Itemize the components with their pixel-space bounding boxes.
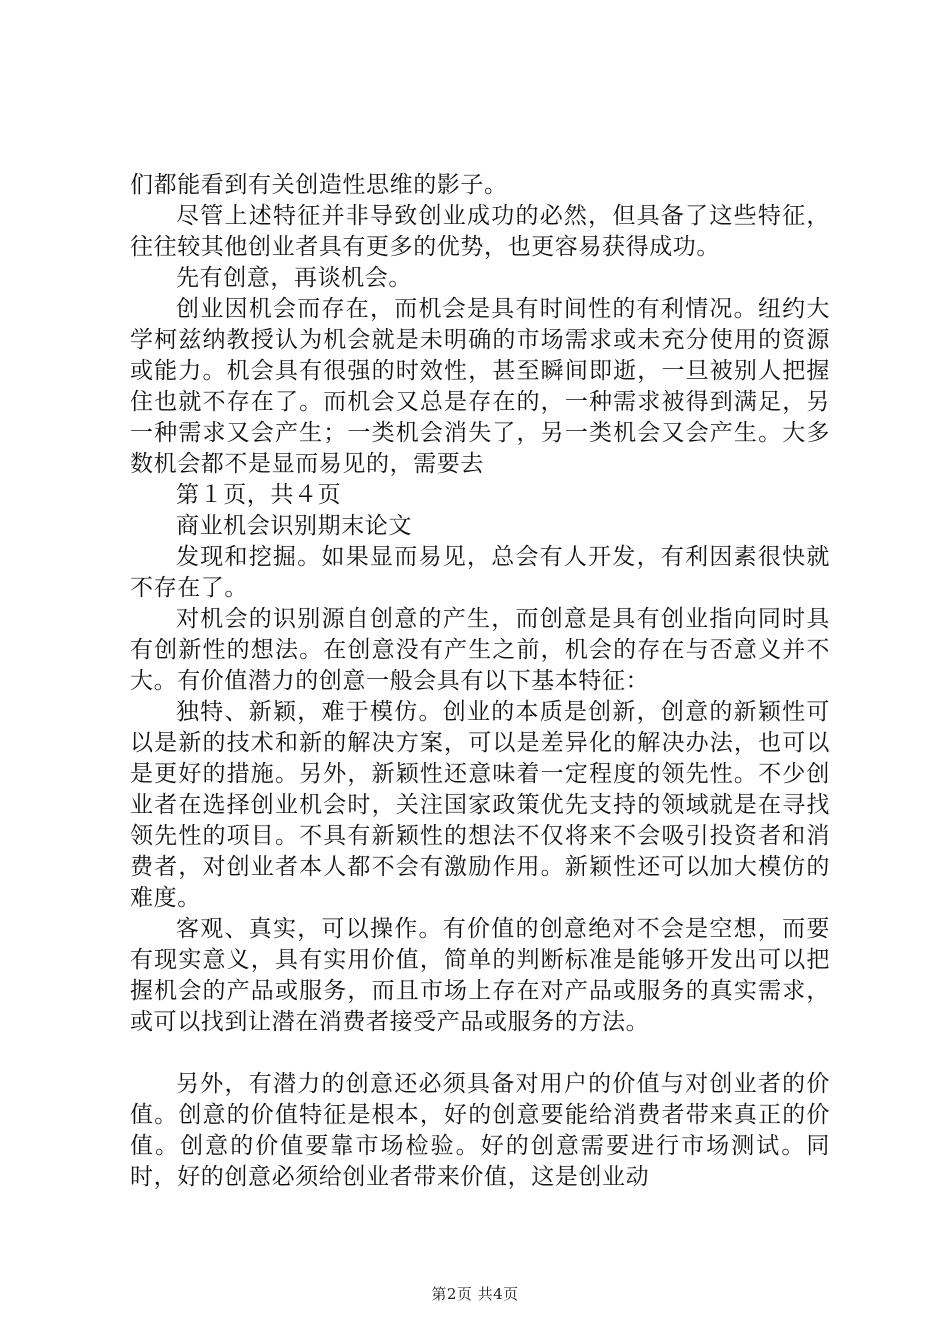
paragraph: 发现和挖掘。如果显而易见，总会有人开发，有利因素很快就不存在了。 [130,544,830,601]
paragraph: 独特、新颖，难于模仿。创业的本质是创新，创意的新颖性可以是新的技术和新的解决方案，可以是差异化的解决办法，也可以是更好的措施。另外，新颖性还意味着一定程度的领先性。不少创业者在选择创业机会时，关注国家政策优先支持的领域就是在寻找领先性的项目。不具有新颖性的想法不仅将来不会吸引投资者和消费者，对创业者本人都不会有激励作用。新颖性还可以加大模仿的难度。 [130,699,830,911]
paragraph: 们都能看到有关创造性思维的影子。 [130,172,508,198]
paragraph: 先有创意，再谈机会。 [176,265,412,291]
paragraph: 创业因机会而存在，而机会是具有时间性的有利情况。纽约大学柯兹纳教授认为机会就是未明确的市场需求或未充分使用的资源或能力。机会具有很强的时效性，甚至瞬间即逝，一旦被别人把握住也就不存在了。而机会又总是存在的，一种需求被得到满足，另一种需求又会产生；一类机会消失了，另一类机会又会产生。大多数机会都不是显而易见的，需要去 [130,296,830,477]
paragraph: 对机会的识别源自创意的产生，而创意是具有创业指向同时具有创新性的想法。在创意没有产生之前，机会的存在与否意义并不大。有价值潜力的创意一般会具有以下基本特征： [130,606,830,694]
paragraph: 尽管上述特征并非导致创业成功的必然，但具备了这些特征，往往较其他创业者具有更多的优势，也更容易获得成功。 [130,203,830,260]
embedded-document-title: 商业机会识别期末论文 [176,513,412,539]
page-footer: 第2页 共4页 [431,1285,519,1303]
document-body [130,170,830,1193]
embedded-page-marker: 第１页，共４页 [176,482,342,508]
blank-line [130,1038,830,1069]
paragraph: 客观、真实，可以操作。有价值的创意绝对不会是空想，而要有现实意义，具有实用价值，简单的判断标准是能够开发出可以把握机会的产品或服务，而且市场上存在对产品或服务的真实需求，或可以找到让潜在消费者接受产品或服务的方法。 [130,916,830,1035]
paragraph: 另外，有潜力的创意还必须具备对用户的价值与对创业者的价值。创意的价值特征是根本，好的创意要能给消费者带来真正的价值。创意的价值要靠市场检验。好的创意需要进行市场测试。同时，好的创意必须给创业者带来价值，这是创业动 [130,1071,830,1190]
